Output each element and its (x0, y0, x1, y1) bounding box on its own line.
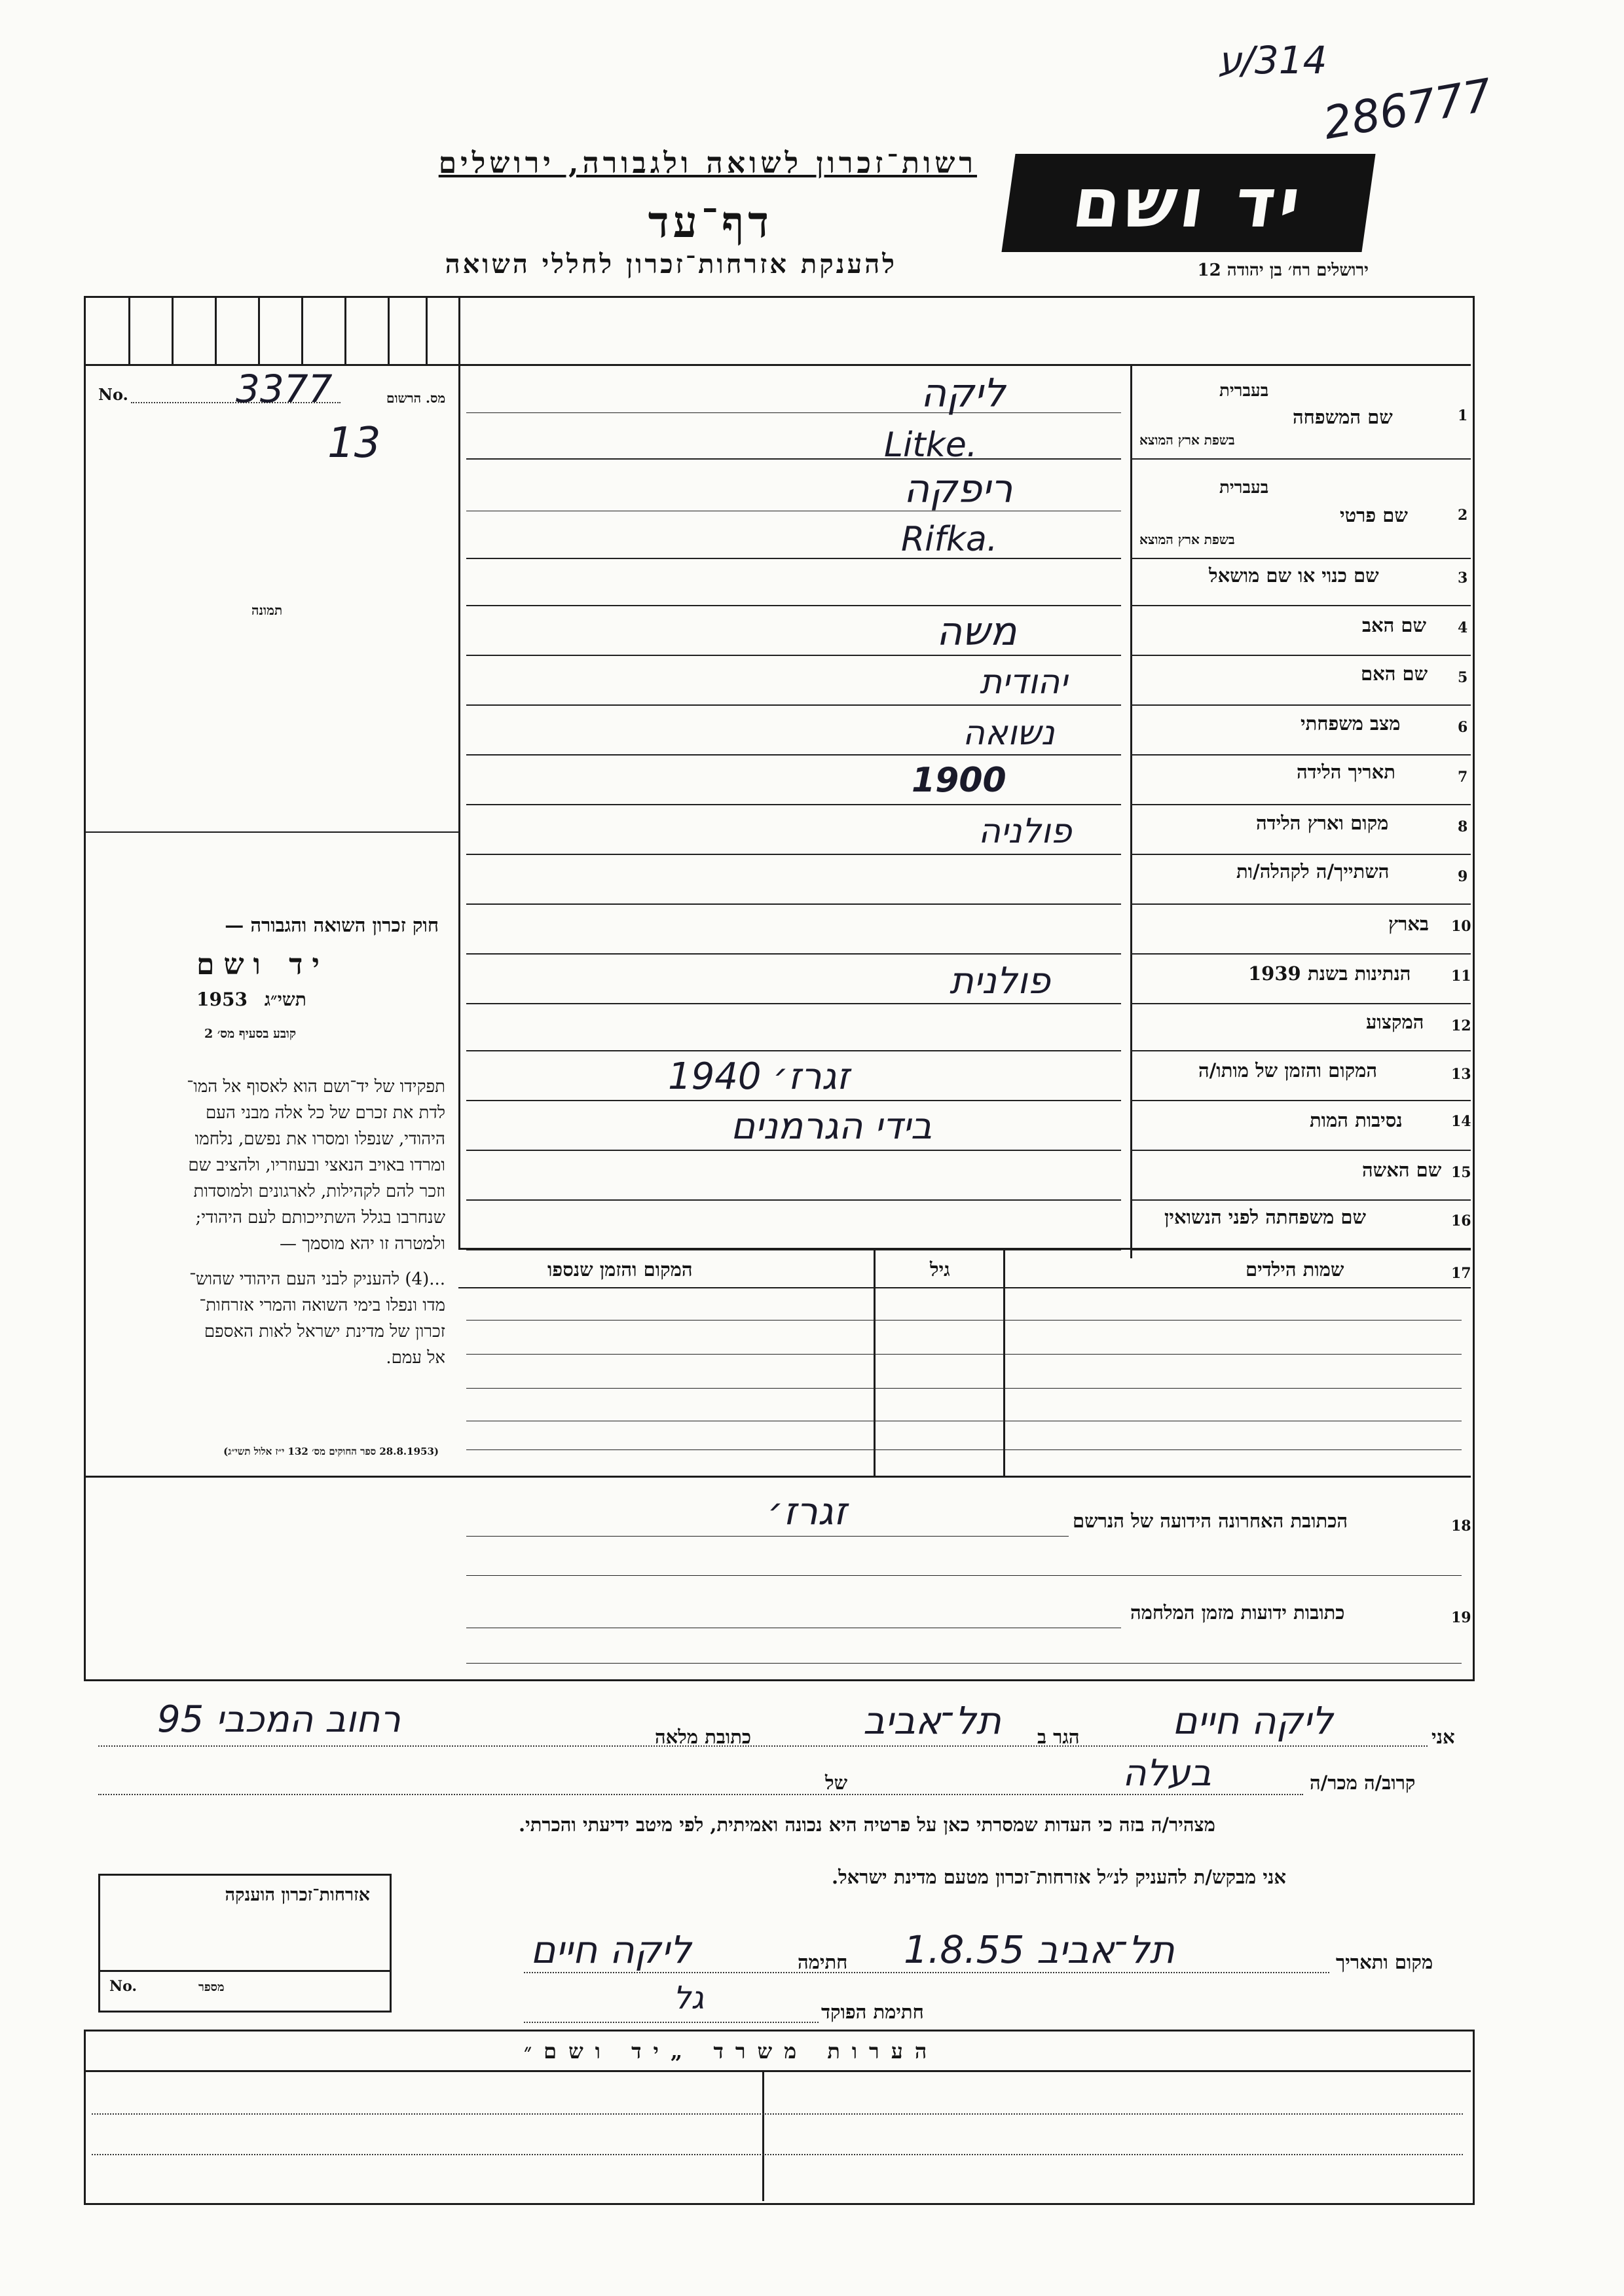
field-number: 18 (1451, 1518, 1471, 1535)
first-name-hebrew-value: ריפקה (904, 466, 1013, 512)
field-sub-hebrew: בעברית (1219, 381, 1269, 401)
field-number: 11 (1451, 968, 1471, 985)
field-label-last-address: הכתובת האחרונה הידועה של הנרשם (1073, 1510, 1348, 1532)
authority-name: רשות־זכרון לשואה ולגבורה, ירושלים (438, 147, 977, 180)
declarant-name-value: ליקה חיים (1172, 1698, 1333, 1743)
yad-vashem-logo: יד ושם (1001, 154, 1375, 252)
form-subtitle: להענקת אזרחות־זכרון לחללי השואה (445, 249, 897, 280)
field-number: 4 (1458, 619, 1468, 636)
citizenship-granted-box (98, 1874, 392, 2013)
reg-no-label: מס. הרשום (386, 390, 446, 406)
field-number: 12 (1451, 1017, 1471, 1034)
officer-signature-label: חתימת הפוקד (821, 2001, 924, 2023)
archive-number-2: 286777 (1320, 69, 1496, 150)
place-date-label: מקום ותאריך (1336, 1951, 1433, 1973)
declarant-city-value: תל־אביב (863, 1698, 1001, 1743)
field-number: 10 (1451, 918, 1471, 935)
field-number: 17 (1451, 1265, 1471, 1282)
reg-box-strip (84, 296, 458, 366)
relative-value: בעלה (1122, 1752, 1211, 1795)
law-year-heb: תשי״ג (264, 989, 306, 1010)
field-number: 1 (1458, 407, 1468, 424)
field-sub-origin: בשפת ארץ המוצא (1139, 432, 1235, 448)
citizenship-box-number-label: מספר (198, 1980, 225, 1994)
declaration-statement: מצהיר/ה בזה כי העדות שמסרתי כאן על פרטיה היא נכונה ואמיתית, לפי מיטב ידיעתי והכרתי. (519, 1813, 1215, 1836)
marital-status-value: נשואה (963, 714, 1055, 753)
law-text-line: שנחרבו בגלל השתייכותם לעם היהודי; (195, 1208, 445, 1228)
family-name-hebrew-value: ליקה (921, 371, 1006, 416)
law-text-line: מדו ונפלו בימי השואה והמרי אזרחות־ (199, 1296, 445, 1315)
law-text-line: היהודי, שנפלו ומסרו את נפשם, נלחמו (194, 1129, 445, 1149)
field-number: 14 (1451, 1113, 1471, 1130)
field-number: 19 (1451, 1609, 1471, 1626)
field-number: 6 (1458, 719, 1468, 736)
law-text-line: ומרדו באויב הנאצי ובעוזריו, ולהציב שם (188, 1156, 445, 1175)
field-label-citizenship-1939: הנתינות בשנת 1939 (1248, 962, 1411, 985)
mother-name-value: יהודית (980, 663, 1067, 702)
field-label-profession: המקצוע (1366, 1011, 1424, 1033)
father-name-value: משה (936, 609, 1017, 655)
law-text-line: תפקידו של יד־ושם הוא לאסוף אל המו־ (187, 1077, 445, 1097)
field-sub-origin: בשפת ארץ המוצא (1139, 532, 1235, 547)
field-number: 2 (1458, 507, 1468, 524)
field-label-mother-name: שם האם (1361, 663, 1428, 685)
field-label-death-circumstances: נסיבות המות (1310, 1109, 1403, 1131)
law-text-line: ולמטרה זו יהא מוסמך — (279, 1234, 445, 1254)
field-label-wartime-addresses: כתובות ידועות מזמן המלחמה (1130, 1601, 1345, 1624)
photo-label: תמונה (251, 602, 283, 618)
family-name-latin-value: Litke. (884, 426, 978, 465)
field-number: 7 (1458, 769, 1468, 786)
declaration-ani: אני (1431, 1726, 1455, 1748)
field-number: 8 (1458, 818, 1468, 835)
law-name: יד ושם (196, 948, 329, 981)
field-number: 13 (1451, 1066, 1471, 1083)
reg-no-suffix: 13 (327, 419, 381, 467)
field-label-maiden-name: שם משפחתה לפני הנשואין (1164, 1206, 1366, 1228)
declarant-address-value: רחוב המכבי 95 (157, 1698, 401, 1741)
field-label-family-name: שם המשפחה (1293, 406, 1393, 428)
field-number: 9 (1458, 868, 1468, 885)
field-label-country: בארץ (1388, 913, 1429, 935)
field-label-community: השתייך/ה לקהלה/ות (1236, 860, 1390, 883)
field-number: 16 (1451, 1212, 1471, 1230)
form-title: דף־עד (648, 196, 773, 247)
law-date (196, 989, 306, 1011)
declaration-relative-label: קרוב/ה מכר/ה (1310, 1772, 1416, 1794)
law-text-line: לדת את זכרם של כל אלה מבני העם (205, 1103, 445, 1123)
law-year: 1953 (196, 989, 248, 1010)
birth-date-value: 1900 (912, 761, 1006, 800)
no-label: No. (98, 385, 128, 404)
law-text (65, 1074, 445, 1371)
children-col-names: שמות הילדים (1246, 1258, 1344, 1281)
field-number: 3 (1458, 570, 1468, 587)
citizenship-box-no: No. (109, 1978, 138, 1995)
signature-label: חתימה (798, 1951, 848, 1973)
law-reference: (28.8.1953 ספר החוקים מס׳ 132 י״ז אלול תשי״ג) (223, 1446, 439, 1457)
law-text-line: זכרון של מדינת ישראל לאות האספם (204, 1322, 445, 1341)
field-label-first-name: שם פרטי (1340, 504, 1408, 526)
archive-number-1: 314/ע (1218, 38, 1327, 82)
declaration-request: אני מבקש/ת להעניק לנ״ל אזרחות־זכרון מטעם מדינת ישראל. (832, 1866, 1286, 1888)
declaration-address-label: כתובת מלאה (655, 1726, 752, 1748)
declaration-resides-label: הגר ב (1037, 1726, 1080, 1748)
signature-value: ליקה חיים (530, 1927, 692, 1972)
citizenship-box-title: אזרחות־זכרון הוענקה (225, 1885, 370, 1905)
field-label-wife-name: שם האשה (1362, 1159, 1442, 1181)
field-label-birth-date: תאריך הלידה (1297, 761, 1395, 783)
remarks-title: הערות משרד „יד ושם״ (524, 2039, 939, 2064)
field-label-marital-status: מצב משפחתי (1301, 712, 1401, 735)
birth-place-value: פולניה (978, 812, 1072, 851)
field-label-birth-place: מקום וארץ הלידה (1256, 812, 1389, 834)
children-col-age: גיל (930, 1258, 950, 1281)
field-number: 5 (1458, 669, 1468, 686)
law-text-line: וזכר להם לקהילות, לארגונים ולמוסדות (193, 1182, 445, 1201)
children-col-place: המקום והזמן שנספו (547, 1258, 693, 1281)
death-place-time-value: זגרז׳ 1940 (668, 1055, 850, 1098)
law-text-line: אל עמם. (386, 1348, 445, 1368)
law-title: חוק זכרון השואה והגבורה — (225, 914, 439, 936)
field-sub-hebrew: בעברית (1219, 478, 1269, 498)
field-label-death-place-time: המקום והזמן של מותו/ה (1198, 1059, 1378, 1082)
officer-signature-value: גל (673, 1980, 705, 2016)
death-circumstances-value: בידי הגרמנים (731, 1105, 932, 1148)
field-number: 15 (1451, 1164, 1471, 1181)
reg-no-value: 3377 (236, 367, 333, 411)
last-address-value: זגרז׳ (767, 1489, 847, 1533)
place-date-value: תל־אביב 1.8.55 (904, 1927, 1175, 1972)
field-label-father-name: שם האב (1362, 614, 1427, 636)
citizenship-1939-value: פולנית (950, 960, 1050, 1002)
declaration-of-label: של (825, 1772, 848, 1794)
logo-address: ירושלים רח׳ בן יהודה 12 (1197, 261, 1369, 280)
law-text-line: ...(4) להעניק לבני העם היהודי שהוש־ (189, 1269, 445, 1289)
field-label-nickname: שם כנוי או שם מושאל (1209, 564, 1379, 587)
law-section: קובע בסעיף מס׳ 2 (204, 1027, 297, 1041)
first-name-latin-value: Rifka. (901, 520, 998, 559)
